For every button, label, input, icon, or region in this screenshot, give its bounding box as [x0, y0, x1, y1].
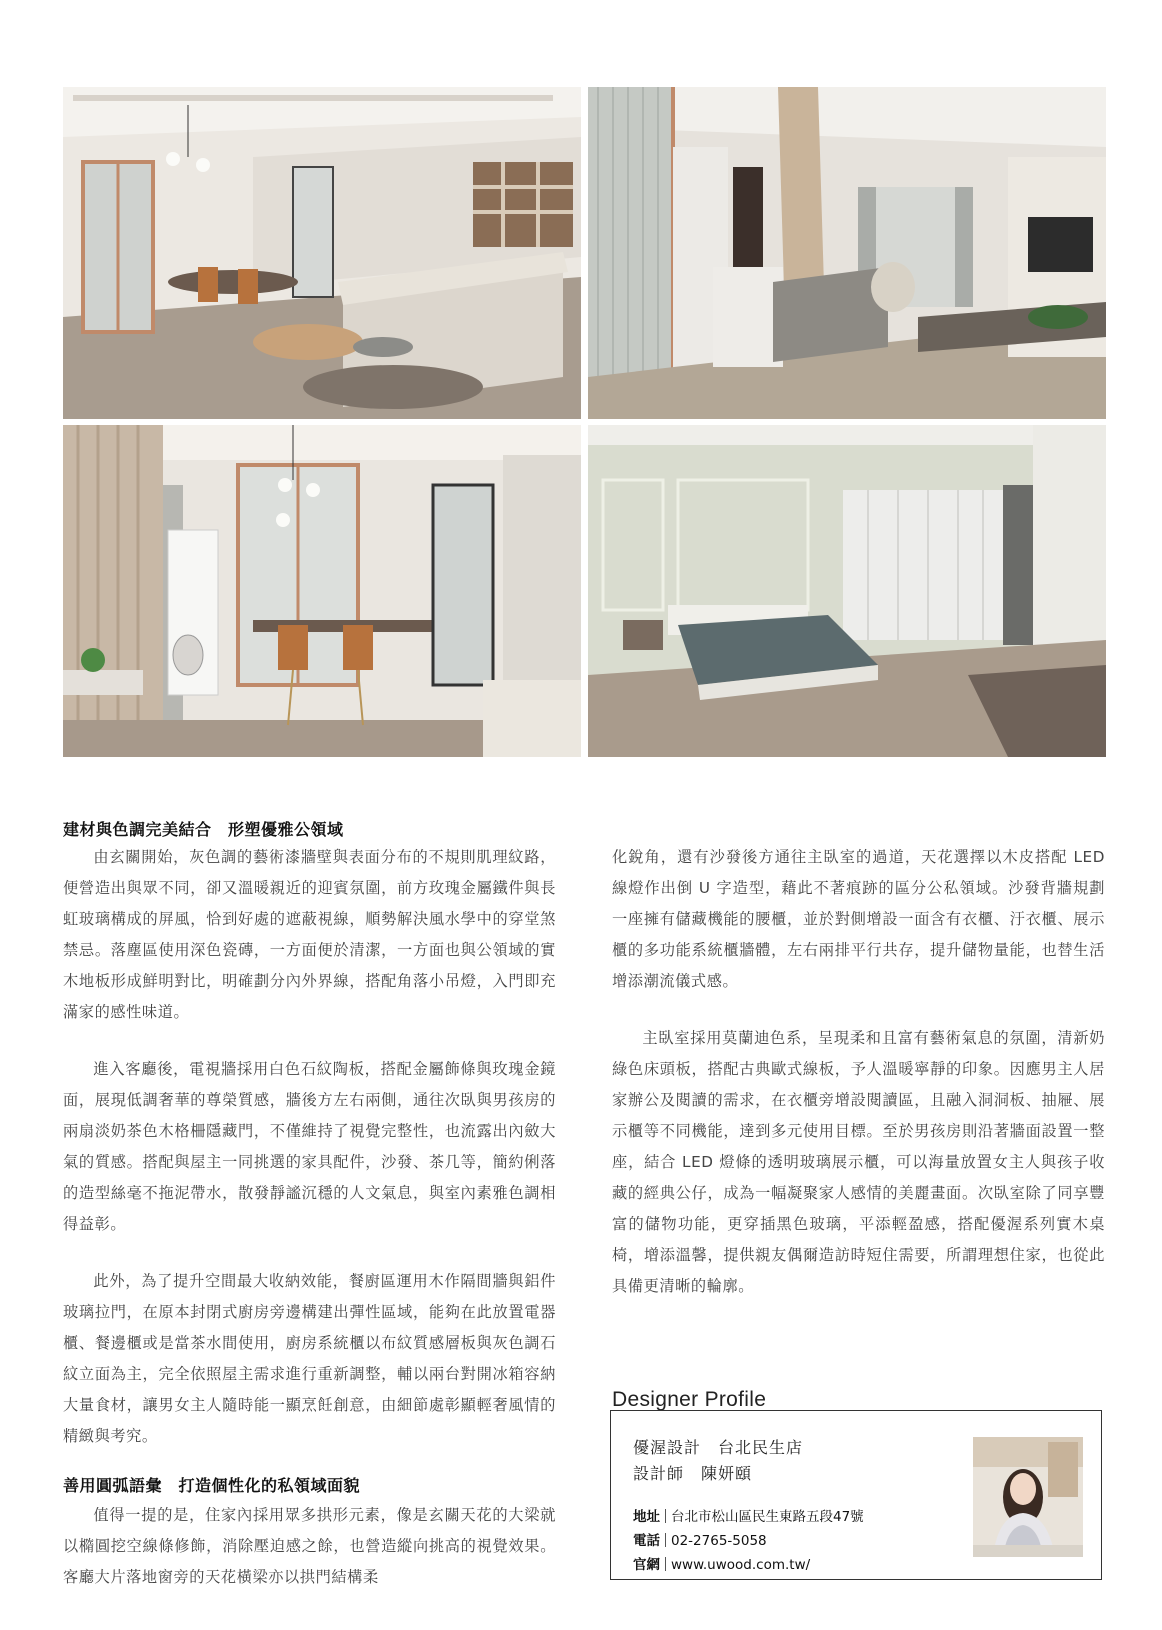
website-row: [633, 1553, 810, 1573]
website-label: 官網: [633, 1557, 660, 1573]
separator: [665, 1509, 666, 1523]
living-room-photo: [63, 87, 581, 419]
living-room-sofa-photo: [588, 87, 1106, 419]
address-value: 台北市松山區民生東路五段47號: [671, 1509, 864, 1525]
master-bedroom-photo: [588, 425, 1106, 757]
article-paragraph-continued: 化銳角，還有沙發後方通往主臥室的過道，天花選擇以木皮搭配 LED 線燈作出倒 U 字造型，藉此不著痕跡的區分公私領域。沙發背牆規劃一座擁有儲藏機能的腰櫃，並於對側增設一面含有衣櫃、汙衣櫃、展示櫃的多功能系統櫃牆體，左右兩排平行共存，提升儲物量能，也替生活增添潮流儀式感。: [612, 848, 1105, 990]
phone-row: [633, 1529, 767, 1549]
designer-profile-box: [610, 1410, 1102, 1580]
company-name: 優渥設計 台北民生店: [633, 1438, 804, 1457]
section-heading-public-area: 建材與色調完美結合 形塑優雅公領域: [63, 820, 344, 839]
article-paragraph: 進入客廳後，電視牆採用白色石紋陶板，搭配金屬飾條與玫瑰金鏡面，展現低調奢華的尊榮質感，牆後方左右兩側，通往次臥與男孩房的兩扇淡奶茶色木格柵隱藏門，不僅維持了視覺完整性，也流露出內斂大氣的質感。搭配與屋主一同挑選的家具配件，沙發、茶几等，簡約俐落的造型絲毫不拖泥帶水，散發靜謐沉穩的人文氣息，與室內素雅色調相得益彰。: [63, 1060, 556, 1233]
section-heading-private-area: 善用圓弧語彙 打造個性化的私領域面貌: [63, 1476, 361, 1495]
article-paragraph: 此外，為了提升空間最大收納效能，餐廚區運用木作隔間牆與鋁件玻璃拉門，在原本封閉式廚房旁邊構建出彈性區域，能夠在此放置電器櫃、餐邊櫃或是當茶水間使用，廚房系統櫃以布紋質感層板與灰色調石紋立面為主，完全依照屋主需求進行重新調整，輔以兩台對開冰箱容納大量食材，讓男女主人隨時能一顯烹飪創意，由細節處彰顯輕奢風情的精緻與考究。: [63, 1272, 556, 1445]
designer-portrait: [973, 1437, 1083, 1557]
designer-name: 設計師 陳妍頤: [633, 1464, 753, 1483]
dining-area-photo: [63, 425, 581, 757]
article-paragraph: 由玄關開始，灰色調的藝術漆牆壁與表面分布的不規則肌理紋路，便營造出與眾不同，卻又溫暖親近的迎賓氛圍，前方玫瑰金屬鐵件與長虹玻璃構成的屏風，恰到好處的遮蔽視線，順勢解決風水學中的穿堂煞禁忌。落塵區使用深色瓷磚，一方面便於清潔，一方面也與公領域的實木地板形成鮮明對比，明確劃分內外界線，搭配角落小吊燈，入門即充滿家的感性味道。: [63, 848, 556, 1021]
designer-profile-title: Designer Profile: [612, 1388, 767, 1411]
phone-value: 02-2765-5058: [671, 1533, 767, 1549]
separator: [665, 1557, 666, 1571]
article-paragraph: 主臥室採用莫蘭迪色系，呈現柔和且富有藝術氣息的氛圍，清新奶綠色床頭板，搭配古典歐式線板，予人溫暖寧靜的印象。因應男主人居家辦公及閱讀的需求，在衣櫃旁增設閱讀區，且融入洞洞板、抽屜、展示櫃等不同機能，達到多元使用目標。至於男孩房則沿著牆面設置一整座，結合 LED 燈條的透明玻璃展示櫃，可以海量放置女主人與孩子收藏的經典公仔，成為一幅凝聚家人感情的美麗畫面。次臥室除了同享豐富的儲物功能，更穿插黑色玻璃，平添輕盈感，搭配優渥系列實木桌椅，增添溫馨，提供親友偶爾造訪時短住需要，所謂理想住家，也從此具備更清晰的輪廓。: [612, 1029, 1105, 1295]
article-paragraph: 值得一提的是，住家內採用眾多拱形元素，像是玄關天花的大梁就以橢圓挖空線條修飾，消除壓迫感之餘，也營造縱向挑高的視覺效果。客廳大片落地窗旁的天花橫梁亦以拱門結構柔: [63, 1506, 556, 1586]
address-label: 地址: [633, 1509, 660, 1525]
website-value: www.uwood.com.tw/: [671, 1557, 811, 1573]
phone-label: 電話: [633, 1533, 660, 1549]
separator: [665, 1533, 666, 1547]
address-row: [633, 1505, 864, 1525]
